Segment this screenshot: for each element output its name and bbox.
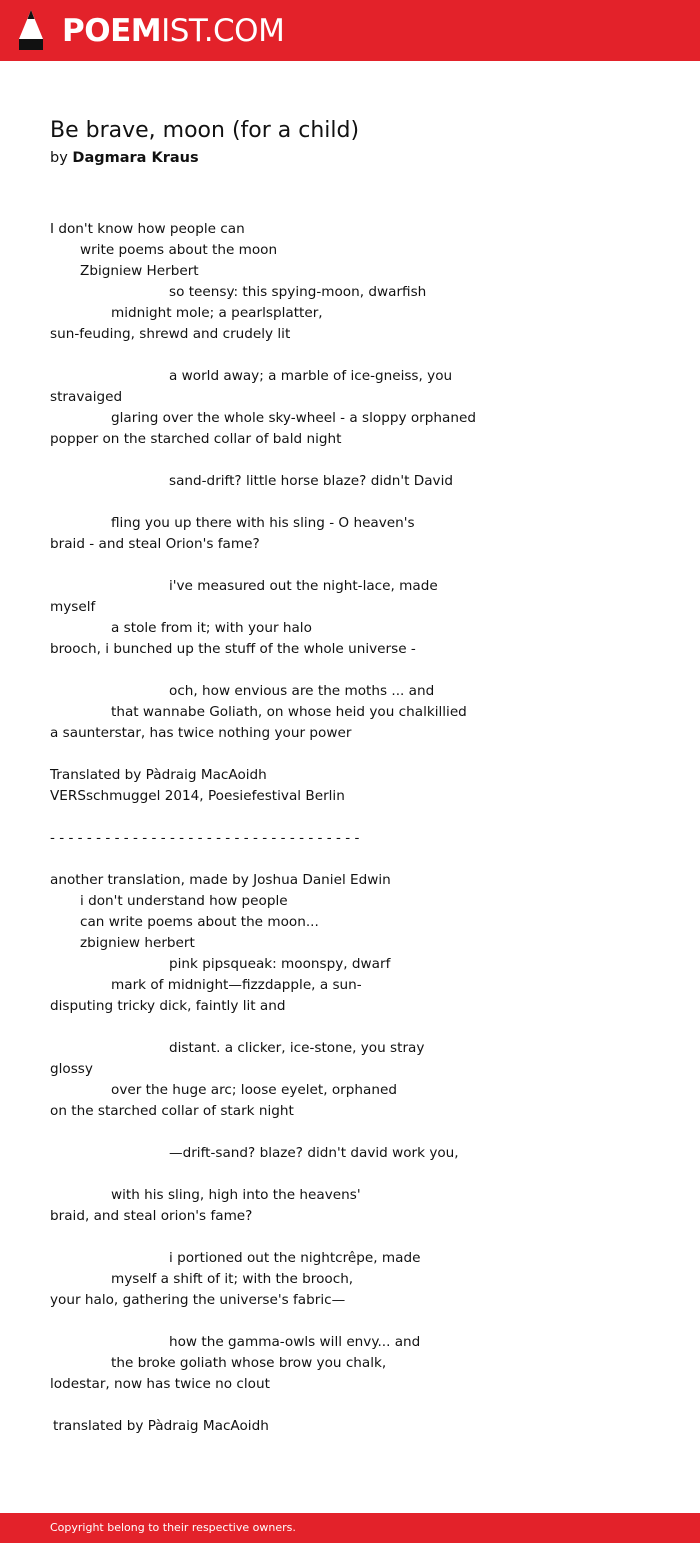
stanza-break (50, 744, 670, 765)
poem-line: brooch, i bunched up the stuff of the whole universe - (50, 641, 416, 657)
stanza-break (50, 1395, 670, 1416)
logo-light-text: IST.COM (161, 13, 285, 49)
byline (50, 148, 199, 168)
poem-line: glaring over the whole sky-wheel - a sloppy orphaned (111, 410, 476, 426)
stanza-break (50, 345, 670, 366)
poem-line: mark of midnight—fizzdapple, a sun- (111, 977, 362, 993)
poem-line: myself (50, 599, 96, 615)
poem-line: fling you up there with his sling - O heaven's (111, 515, 415, 531)
stanza-break (50, 492, 670, 513)
poem-line: your halo, gathering the universe's fabric— (50, 1292, 346, 1308)
poem-line: —drift-sand? blaze? didn't david work you, (169, 1145, 459, 1161)
stanza-break (50, 1164, 670, 1185)
poem-line: VERSschmuggel 2014, Poesiefestival Berlin (50, 788, 345, 804)
poem-line: a saunterstar, has twice nothing your power (50, 725, 352, 741)
stanza-break (50, 1122, 670, 1143)
poem-line: Translated by Pàdraig MacAoidh (50, 767, 267, 783)
poem-line: stravaiged (50, 389, 123, 405)
poem-line: pink pipsqueak: moonspy, dwarf (169, 956, 391, 972)
poem-line: over the huge arc; loose eyelet, orphaned (111, 1082, 397, 1098)
poem-line: midnight mole; a pearlsplatter, (111, 305, 323, 321)
poem-line: translated by Pàdraig MacAoidh (53, 1418, 269, 1434)
poem-line: i portioned out the nightcrêpe, made (169, 1250, 421, 1266)
poem-title: Be brave, moon (for a child) (50, 118, 360, 143)
poem-line: sun-feuding, shrewd and crudely lit (50, 326, 291, 342)
poem-line: glossy (50, 1061, 93, 1077)
poem-line: sand-drift? little horse blaze? didn't David (169, 473, 453, 489)
site-footer (0, 1513, 700, 1543)
stanza-break (50, 1227, 670, 1248)
poem-line: another translation, made by Joshua Daniel Edwin (50, 872, 391, 888)
poem-line: the broke goliath whose brow you chalk, (111, 1355, 387, 1371)
stanza-break (50, 1017, 670, 1038)
poem-line: Zbigniew Herbert (80, 263, 199, 279)
poem-line: myself a shift of it; with the brooch, (111, 1271, 354, 1287)
poem-line: I don't know how people can (50, 221, 245, 237)
poem-line: zbigniew herbert (80, 935, 195, 951)
poem-line: i've measured out the night-lace, made (169, 578, 438, 594)
poem-line: that wannabe Goliath, on whose heid you chalkillied (111, 704, 467, 720)
author-name[interactable]: Dagmara Kraus (72, 150, 199, 166)
logo-bold-text: POEM (62, 13, 162, 49)
poem-line: och, how envious are the moths ... and (169, 683, 435, 699)
poem-line: distant. a clicker, ice-stone, you stray (169, 1040, 425, 1056)
poem-line: disputing tricky dick, faintly lit and (50, 998, 286, 1014)
poem-line: how the gamma-owls will envy... and (169, 1334, 421, 1350)
site-logo[interactable] (62, 11, 284, 51)
stanza-break (50, 849, 670, 870)
poem-line: on the starched collar of stark night (50, 1103, 294, 1119)
poem-line: write poems about the moon (80, 242, 278, 258)
poem-line: popper on the starched collar of bald night (50, 431, 342, 447)
stanza-break (50, 1311, 670, 1332)
poem-line: - - - - - - - - - - - - - - - - - - - - - - - - - - - - - - - - - - (50, 830, 360, 846)
stanza-break (50, 660, 670, 681)
poem-line: can write poems about the moon... (80, 914, 319, 930)
stanza-break (50, 555, 670, 576)
stanza-break (50, 807, 670, 828)
poem-line: so teensy: this spying-moon, dwarfish (169, 284, 427, 300)
poem-line: braid, and steal orion's fame? (50, 1208, 253, 1224)
poem-line: a world away; a marble of ice-gneiss, you (169, 368, 453, 384)
stanza-break (50, 450, 670, 471)
poem-line: braid - and steal Orion's fame? (50, 536, 260, 552)
site-header (0, 0, 700, 61)
by-label: by (50, 150, 68, 166)
poem-line: i don't understand how people (80, 893, 288, 909)
poem-line: with his sling, high into the heavens' (111, 1187, 361, 1203)
pencil-logo-icon[interactable] (18, 9, 44, 51)
copyright-notice: Copyright belong to their respective owners. (50, 1521, 296, 1534)
poem-line: lodestar, now has twice no clout (50, 1376, 270, 1392)
poem-line: a stole from it; with your halo (111, 620, 312, 636)
poem-body (50, 219, 670, 1437)
